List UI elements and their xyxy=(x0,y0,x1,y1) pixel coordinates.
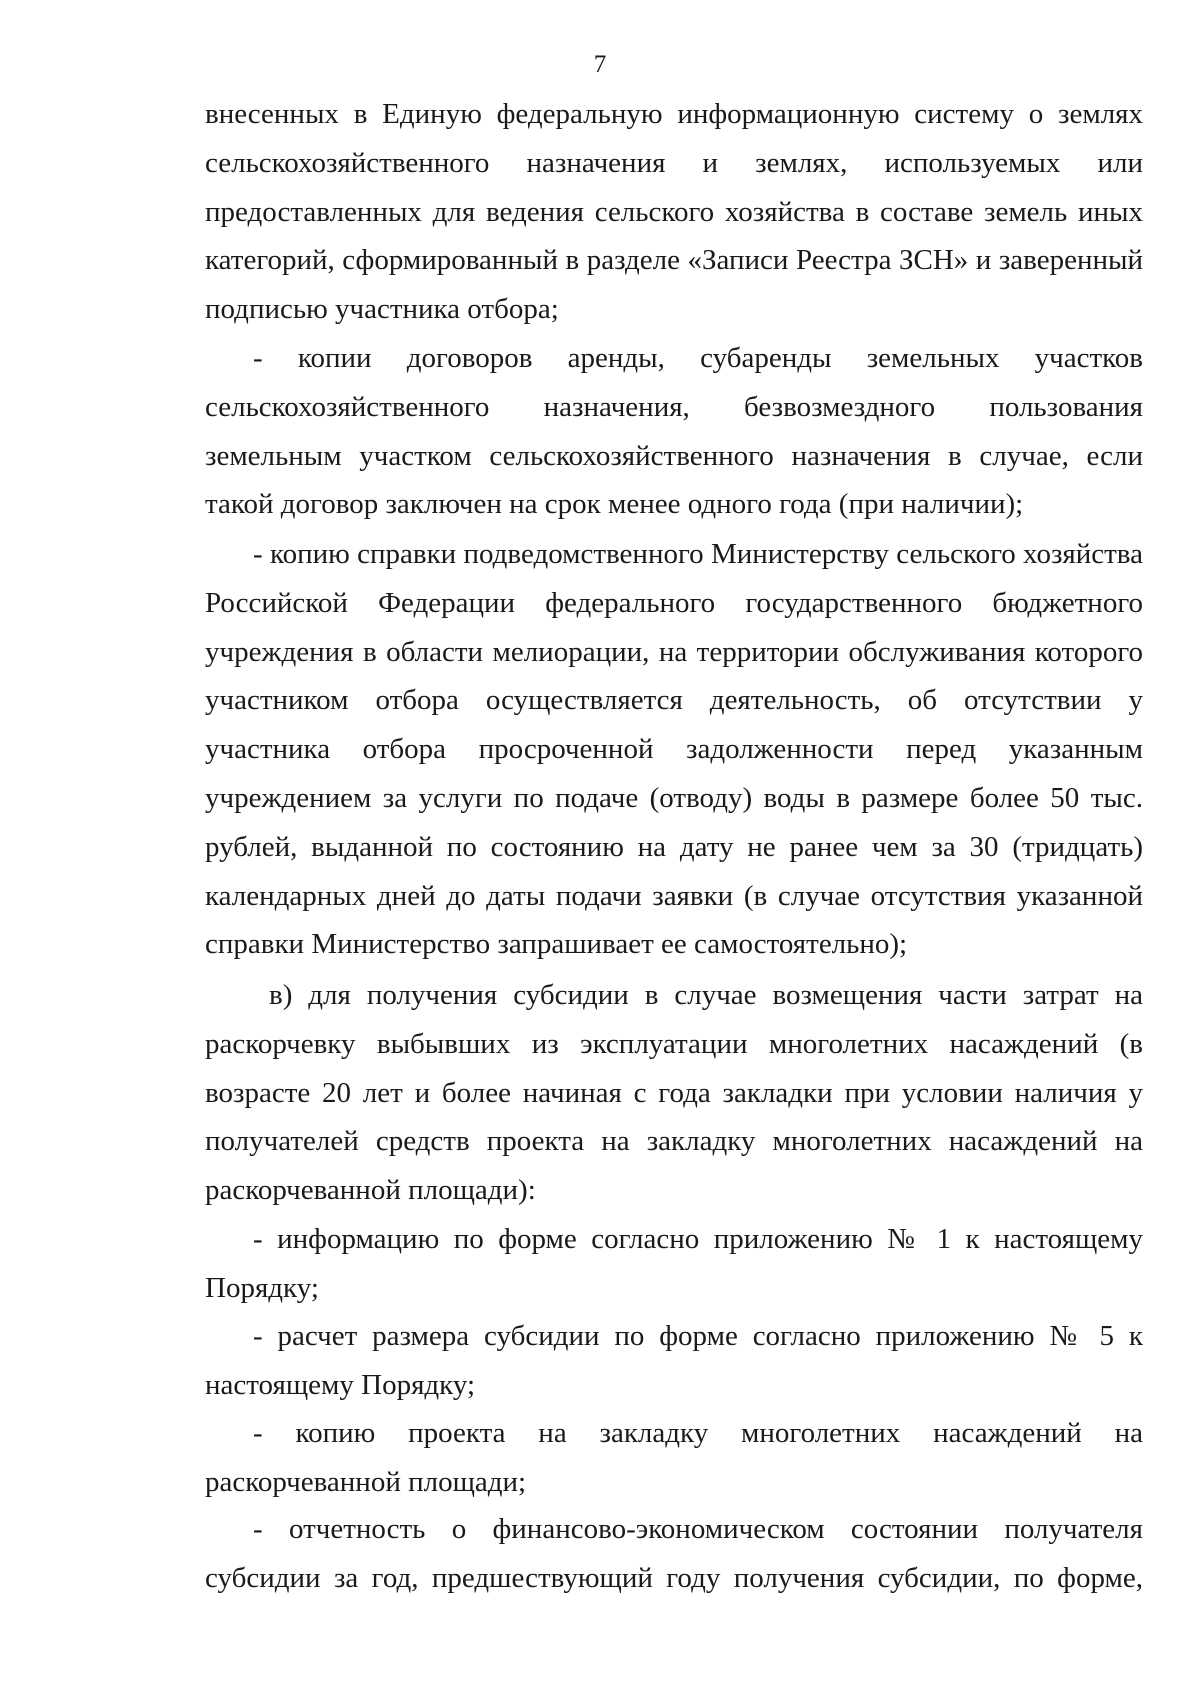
paragraph-text: внесенных в Единую федеральную информационную систему о землях сельскохозяйственного назначения и землях, используемых или предоставленных для ведения сельского хозяйства в составе земель иных категорий, сформированный в разделе «Записи Реестра ЗСН» и заверенный подписью участника отбора; xyxy=(205,98,1143,326)
paragraph-text: - отчетность о финансово-экономическом состоянии получателя субсидии за год, предшествующий году получения субсидии, по форме, xyxy=(205,1513,1143,1594)
paragraph-text: - копию справки подведомственного Министерству сельского хозяйства Российской Федерации федерального государственного бюджетного учреждения в области мелиорации, на территории обслуживания которого участником отбора осуществляется деятельность, об отсутствии у участника отбора просроченной задолженности перед указанным учреждением за услуги по подаче (отводу) воды в размере более 50 тыс. рублей, выданной по состоянию на дату не ранее чем за 30 (тридцать) календарных дней до даты подачи заявки (в случае отсутствия указанной справки Министерство запрашивает ее самостоятельно); xyxy=(205,538,1143,961)
paragraph-text: - расчет размера субсидии по форме согласно приложению № 5 к настоящему Порядку; xyxy=(205,1320,1143,1401)
paragraph-text: - информацию по форме согласно приложению № 1 к настоящему Порядку; xyxy=(205,1223,1143,1304)
list-item-lease-contracts xyxy=(205,334,1143,529)
list-item-financial-reporting xyxy=(205,1505,1143,1603)
paragraph-text: в) для получения субсидии в случае возмещения части затрат на раскорчевку выбывших из эксплуатации многолетних насаждений (в возрасте 20 лет и более начиная с года закладки при условии наличия у получателей средств проекта на закладку многолетних насаждений на раскорчеванной площади): xyxy=(205,979,1143,1207)
paragraph-text: - копии договоров аренды, субаренды земельных участков сельскохозяйственного назначения, безвозмездного пользования земельным участком сельскохозяйственного назначения в случае, если такой договор заключен на срок менее одного года (при наличии); xyxy=(205,342,1143,521)
list-item-subsidy-calculation xyxy=(205,1312,1143,1410)
paragraph-text: - копию проекта на закладку многолетних насаждений на раскорчеванной площади; xyxy=(205,1417,1143,1498)
subpoint-v-uprooting xyxy=(205,971,1143,1215)
list-item-melioration-certificate xyxy=(205,530,1143,969)
list-item-information-form xyxy=(205,1215,1143,1313)
paragraph-registry-extract-continuation xyxy=(205,90,1143,334)
list-item-project-copy xyxy=(205,1409,1143,1507)
page-number: 7 xyxy=(593,51,607,78)
